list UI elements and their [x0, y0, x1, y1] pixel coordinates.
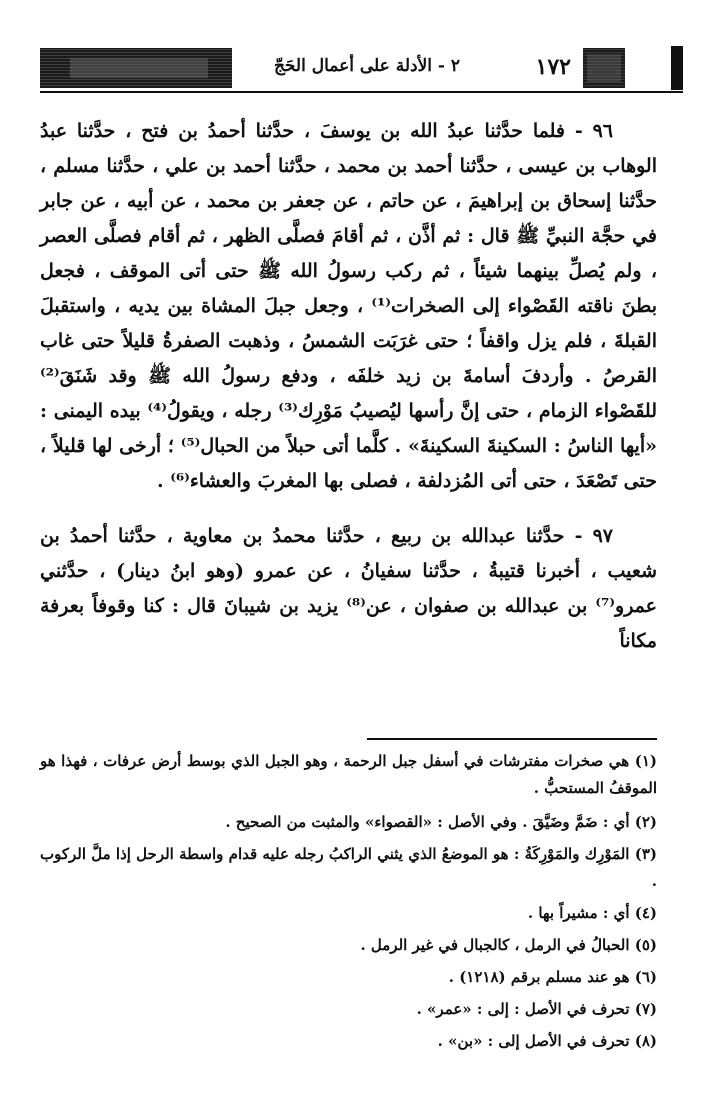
footnote-5: (٥) الحبالُ في الرمل ، كالجبال في غير الرمل .: [360, 936, 657, 954]
footnote-7: (٧) تحرف في الأصل : إلى : «عمر» .: [416, 1000, 657, 1018]
hadith-96: ٩٦ - فلما حدَّثنا عبدُ الله بن يوسفَ ، حدَّثنا أحمدُ بن فتح ، حدَّثنا عبدُ الوهاب بن عيسى ، حدَّثنا أحمد بن محمد ، حدَّثنا أحمد بن علي ، حدَّثنا مسلم ، حدَّثنا إسحاق بن إبراهيمَ ، عن حاتم ، عن جعفر بن محمد ، عن أبيه ، عن جابر في حجَّة النبيِّ ﷺ قال : ثم أذَّن ، ثم أقامَ فصلَّى الظهر ، ثم أقام فصلَّى العصر ، ولم يُصلِّ بينهما شيئاً ، ثم ركب رسولُ الله ﷺ حتى أتى الموقف ، فجعل بطنَ ناقته القَصْواء إلى الصخرات⁽¹⁾ ، وجعل جبلَ المشاة بين يديه ، واستقبلَ القبلةَ ، فلم يزل واقفاً ؛ حتى غرَبَت الشمسُ ، وذهبت الصفرةُ قليلاً حتى غاب القرصُ . وأردفَ أسامةَ بن زيد خلفَه ، ودفع رسولُ الله ﷺ وقد شَنَقَ⁽²⁾ للقَصْواء الزمام ، حتى إنَّ رأسها ليُصيبُ مَوْرِك⁽³⁾ رجله ، ويقولُ⁽⁴⁾ بيده اليمنى : «أيها الناسُ : السكينةَ السكينةَ» . كلَّما أتى حبلاً من الحبال⁽⁵⁾ ؛ أرخى لها قليلاً ، حتى تَصْعَدَ ، حتى أتى المُزدلفة ، فصلى بها المغربَ والعشاء⁽⁶⁾ .: [40, 120, 658, 492]
header-corner-mark: [671, 46, 683, 90]
footnote-rule: [367, 738, 657, 740]
footnote-2: (٢) أي : ضَمَّ وضَيَّقَ . وفي الأصل : «القصواء» والمثبت من الصحيح .: [225, 813, 657, 831]
footnote-4: (٤) أي : مشيراً بها .: [527, 904, 657, 922]
running-head: ٢ - الأدلة على أعمال الحَجّ: [273, 56, 461, 76]
footnote-3: (٣) المَوْرِك والمَوْرِكَةُ : هو الموضعُ الذي يثني الراكبُ رجله عليه قدام واسطة الرحل إذا ملَّ الركوب .: [40, 845, 657, 890]
footnote-6: (٦) هو عند مسلم برقم (١٢١٨) .: [448, 968, 657, 986]
footnote-8: (٨) تحرف في الأصل إلى : «بن» .: [437, 1032, 657, 1050]
header-rule: [40, 91, 683, 93]
body-text: [40, 114, 657, 679]
footnote-1: (١) هي صخرات مفترشات في أسفل جبل الرحمة ، وهو الجبل الذي بوسط أرض عرفات ، فهذا هو الموقفُ المستحبُّ .: [40, 752, 657, 797]
header-dark-block-right: [583, 48, 625, 88]
hadith-97: ٩٧ - حدَّثنا عبدالله بن ربيع ، حدَّثنا محمدُ بن معاوية ، حدَّثنا أحمدُ بن شعيب ، أخبرنا قتيبةُ ، حدَّثنا سفيانُ ، عن عمرو (وهو ابنُ دينار) ، حدَّثني عمرو⁽⁷⁾ بن عبدالله بن صفوان ، عن⁽⁸⁾ يزيد بن شيبانَ قال : كنا وقوفاً بعرفة مكاناً: [40, 525, 657, 652]
header-dark-block-left: [40, 48, 232, 88]
footnotes: [40, 748, 657, 1060]
page-number: ١٧٢: [535, 54, 571, 80]
